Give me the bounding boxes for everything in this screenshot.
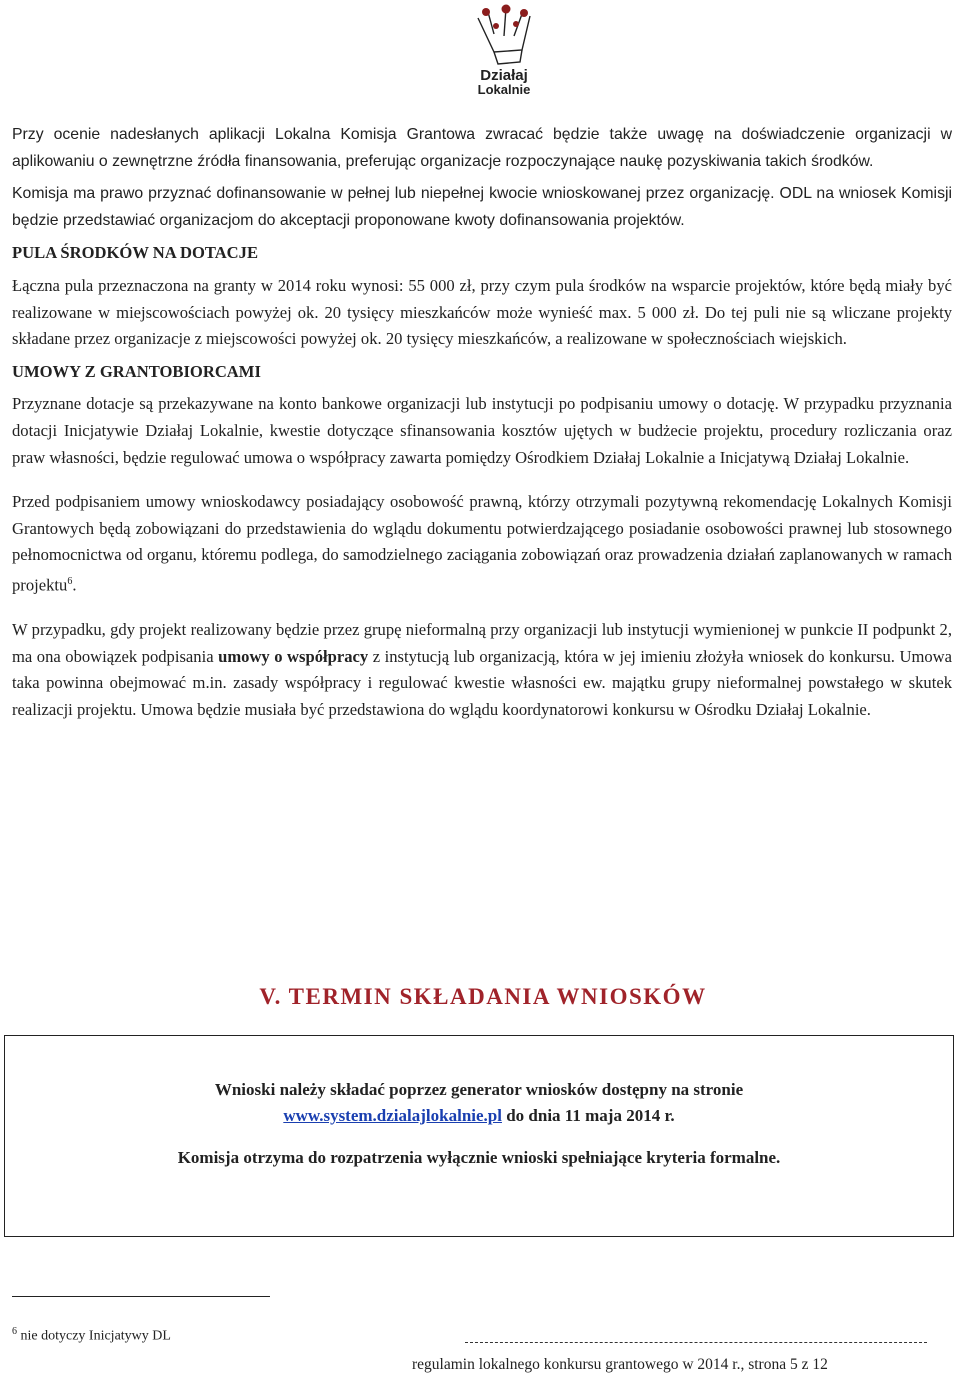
footer-divider	[465, 1342, 927, 1343]
box-line-1: Wnioski należy składać poprzez generator wniosków dostępny na stronie	[214, 1080, 744, 1099]
paragraph-evaluation: Przy ocenie nadesłanych aplikacji Lokalna Komisja Grantowa zwracać będzie także uwagę na doświadczenie organizacji w aplikowaniu o zewnętrzne źródła finansowania, preferując organizacje rozpoczynające naukę pozyskiwania takich środków.	[12, 126, 952, 170]
box-line-2	[5, 1106, 953, 1126]
paragraph-grant-pool: Łączna pula przeznaczona na granty w 2014 roku wynosi: 55 000 zł, przy czym pula środków na wsparcie projektów, które będą miały być realizowane w miejscowościach powyżej ok. 20 tysięcy mieszkańców może wynieść max. 5 000 zł. Do tej puli nie są wliczane projekty składane przez organizacje z miejscowości powyżej ok. 20 tysięcy mieszkańców, a realizowane w społecznościach wiejskich.	[12, 275, 952, 349]
footnote-text: nie dotyczy Inicjatywy DL	[17, 1328, 171, 1344]
footnote	[12, 1326, 171, 1345]
generator-link[interactable]: www.system.dzialajlokalnie.pl	[283, 1106, 502, 1125]
box-line-3: Komisja otrzyma do rozpatrzenia wyłącznie wnioski spełniające kryteria formalne.	[177, 1148, 781, 1167]
heading-agreements: UMOWY Z GRANTOBIORCAMI	[12, 361, 261, 381]
informal-group-text-a: W przypadku, gdy projekt realizowany będzie przez grupę nieformalną przy organizacji lub instytucji wymienionej w punkcie II podpunkt 2, ma ona obowiązek podpisania	[12, 620, 952, 666]
footnote-number: 6	[12, 1326, 17, 1337]
dzialaj-lokalnie-logo	[468, 4, 540, 96]
period: .	[72, 575, 77, 595]
submission-box	[4, 1035, 954, 1237]
section-title: V. TERMIN SKŁADANIA WNIOSKÓW	[259, 984, 707, 1009]
heading-grant-pool: PULA ŚRODKÓW NA DOTACJE	[12, 243, 259, 263]
paragraph-before-signing	[12, 489, 952, 599]
page-footer: regulamin lokalnego konkursu grantowego w 2014 r., strona 5 z 12	[412, 1356, 828, 1373]
logo-text-1: Działaj	[480, 67, 528, 84]
paragraph-agreements: Przyznane dotacje są przekazywane na konto bankowe organizacji lub instytucji po podpisaniu umowy o dotację. W przypadku przyznania dotacji Inicjatywie Działaj Lokalnie, kwestie dotyczące sfinansowania kosztów ujętych w budżecie projektu, procedury rozliczania oraz praw własności, będzie regulować umowa o współpracy zawarta pomiędzy Ośrodkiem Działaj Lokalnie a Inicjatywą Działaj Lokalnie.	[12, 394, 952, 467]
informal-group-text-b: z instytucją lub organizacją, która w jej imieniu złożyła wniosek do konkursu. Umowa taka powinna obejmować m.in. zasady współpracy i regulować kwestie własności ew. majątku grupy nieformalnej powstałego w skutek realizacji projektu. Umowa będzie musiała być przedstawiona do wglądu koordynatorowi konkursu w Ośrodku Działaj Lokalnie.	[12, 646, 952, 719]
footnote-divider	[12, 1296, 270, 1297]
paragraph-before-signing-text: Przed podpisaniem umowy wnioskodawcy posiadający osobowość prawną, którzy otrzymali pozytywną rekomendację Lokalnych Komisji Grantowych będą zobowiązani do przedstawienia do wglądu dokumentu potwierdzającego posiadanie osobowości prawnej lub stosownego pełnomocnictwa od organu, któremu podlega, do samodzielnego zaciągania zobowiązań oraz prowadzenia działań zaplanowanych w ramach projektu	[12, 492, 952, 595]
informal-group-bold: umowy o współpracy	[218, 646, 369, 666]
box-deadline: do dnia 11 maja 2014 r.	[501, 1106, 675, 1125]
document-body	[12, 122, 952, 723]
paragraph-informal-group	[12, 617, 952, 723]
paragraph-commission-rights: Komisja ma prawo przyznać dofinansowanie w pełnej lub niepełnej kwocie wnioskowanej przez organizację. ODL na wniosek Komisji będzie przedstawiać organizacjom do akceptacji proponowane kwoty dofinansowania projektów.	[12, 185, 952, 229]
footnote-ref: 6	[67, 575, 73, 587]
logo-text-2: Lokalnie	[477, 82, 531, 96]
